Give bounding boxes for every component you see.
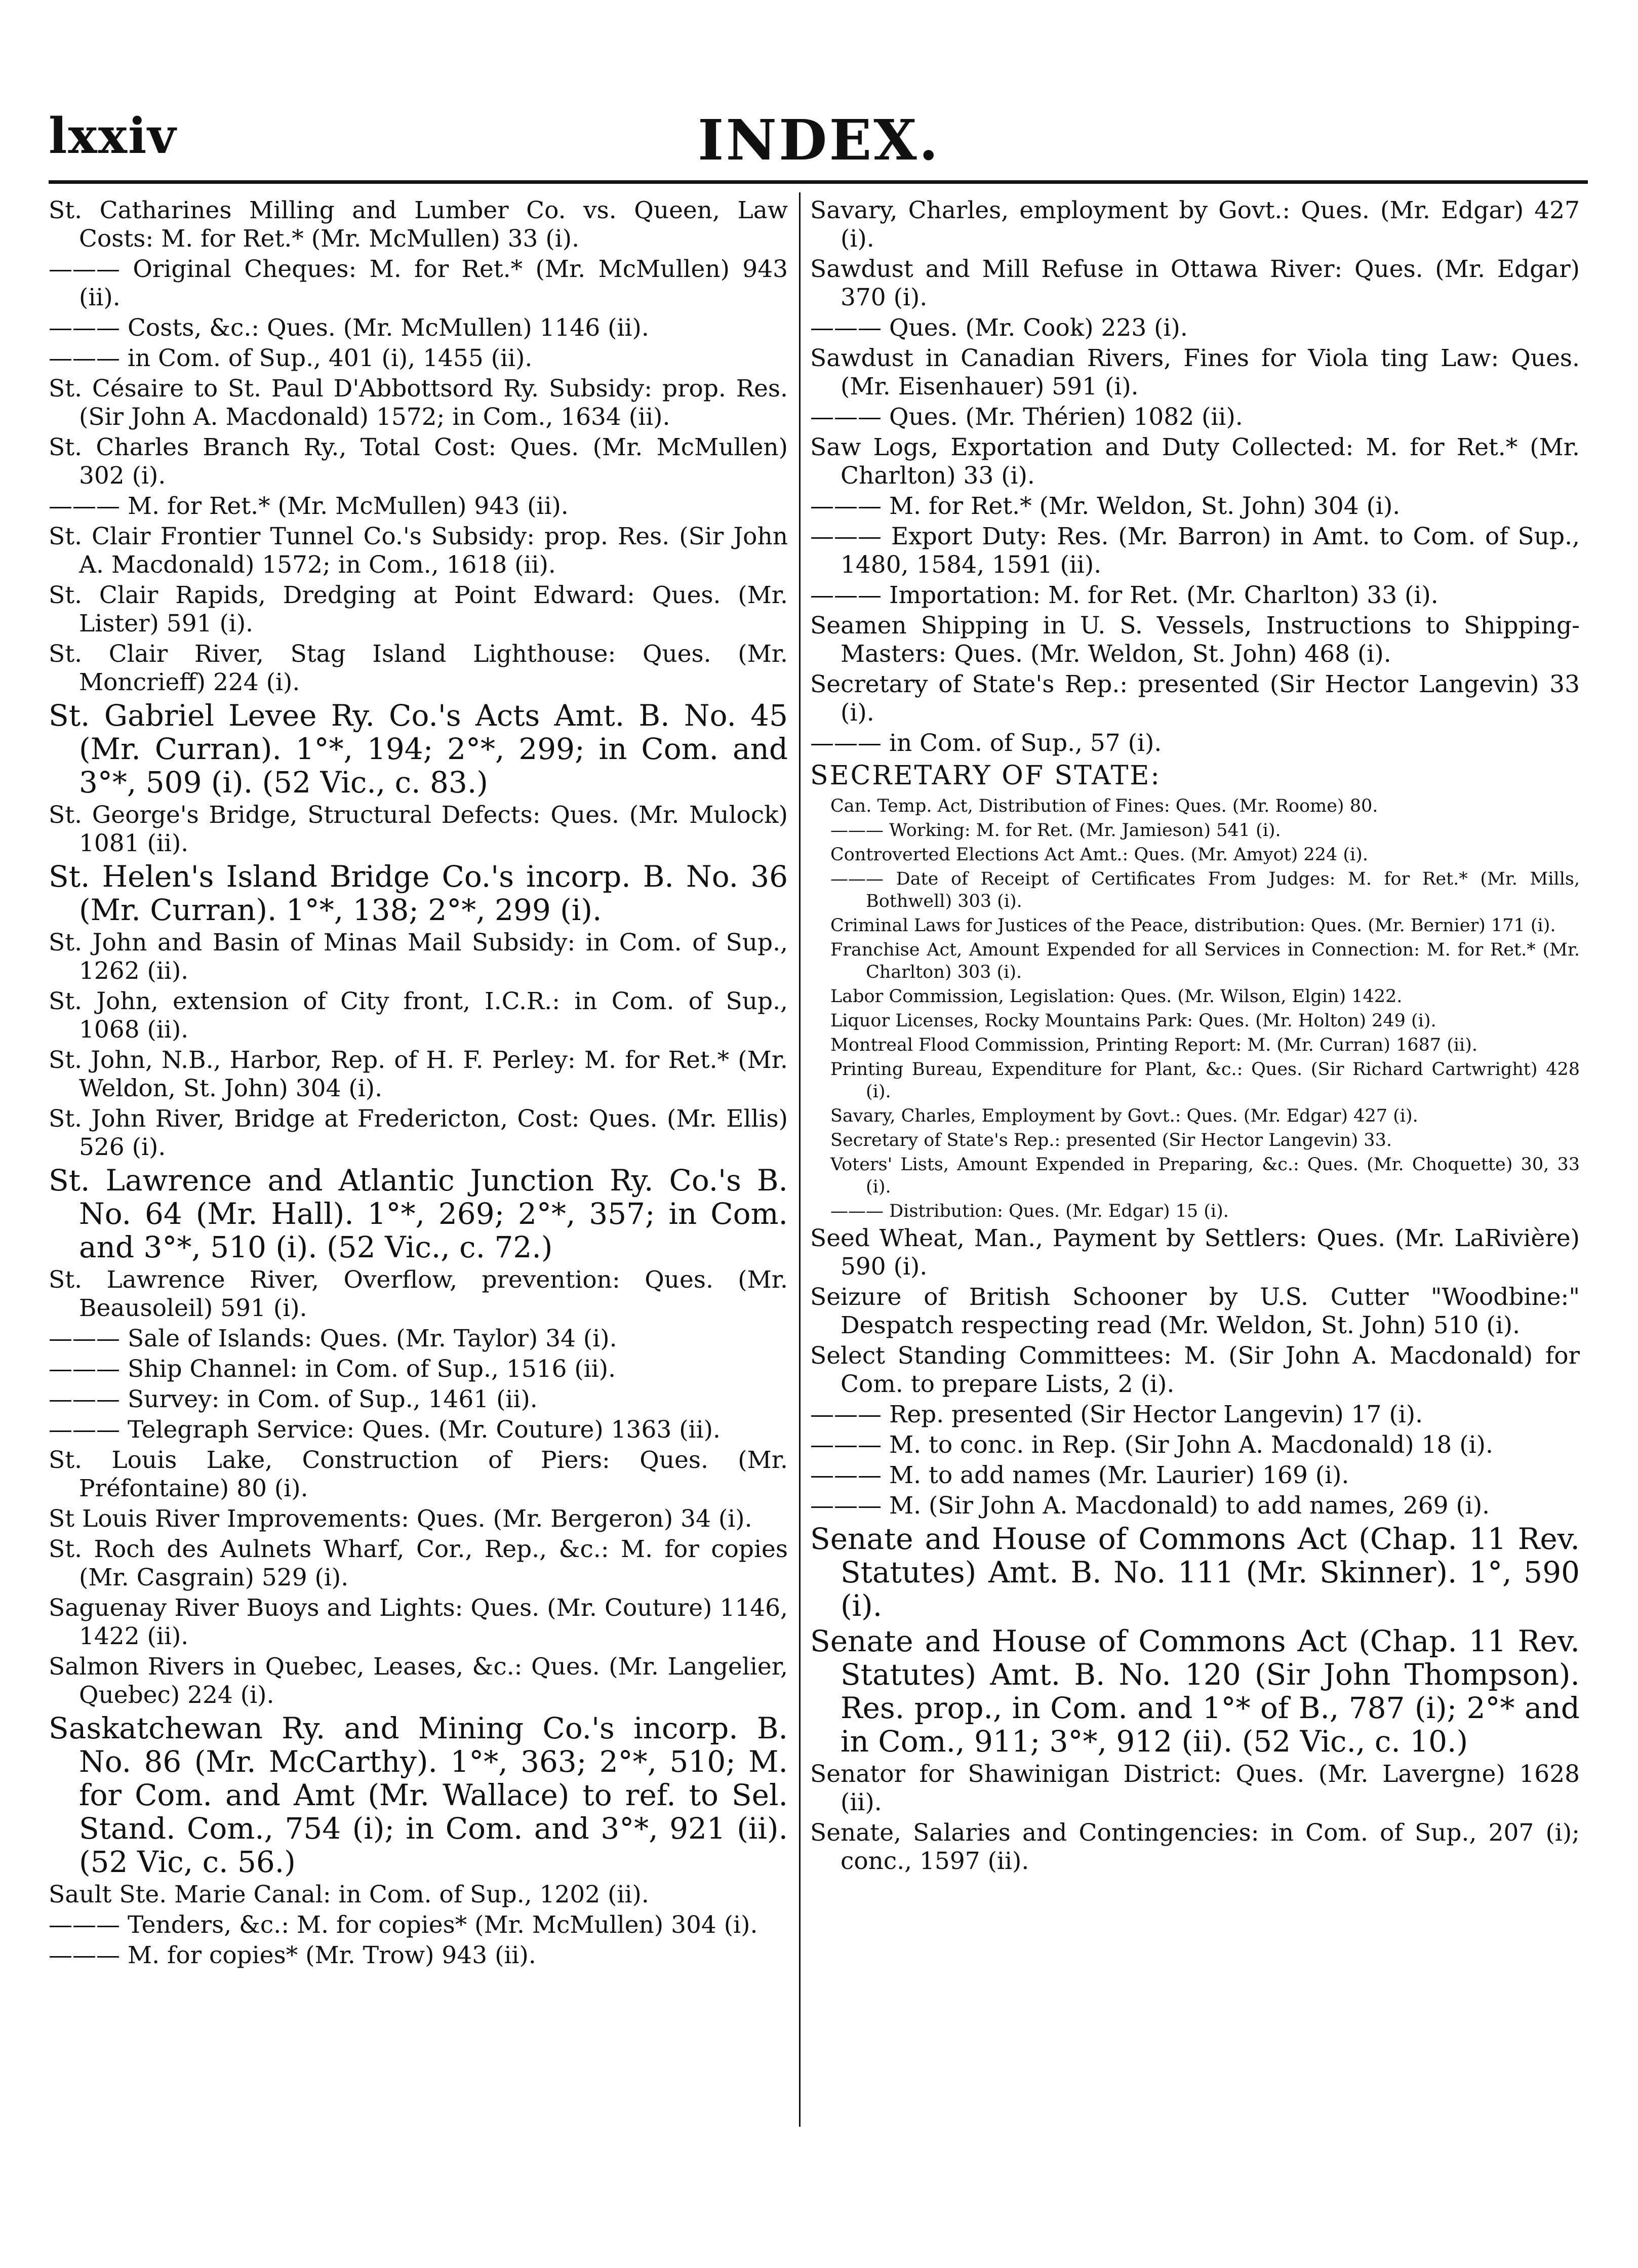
index-entry: Sawdust in Canadian Rivers, Fines for Viola ting Law: Ques. (Mr. Eisenhauer) 591 (i). <box>810 344 1580 401</box>
sub-entry: ——— Distribution: Ques. (Mr. Edgar) 15 (i). <box>830 1201 1229 1221</box>
index-entry: ——— M. for Ret.* (Mr. McMullen) 943 (ii). <box>49 492 569 520</box>
index-entry: ——— in Com. of Sup., 57 (i). <box>810 729 1162 757</box>
sub-entry: Montreal Flood Commission, Printing Report: M. (Mr. Curran) 1687 (ii). <box>830 1035 1478 1055</box>
index-entry: St. George's Bridge, Structural Defects: Ques. (Mr. Mulock) 1081 (ii). <box>49 801 788 857</box>
index-entry: ——— M. for copies* (Mr. Trow) 943 (ii). <box>49 1941 536 1969</box>
index-entry: Select Standing Committees: M. (Sir John A. Macdonald) for Com. to prepare Lists, 2 (i). <box>810 1342 1580 1398</box>
index-entry: ——— M. to conc. in Rep. (Sir John A. Macdonald) 18 (i). <box>810 1431 1493 1459</box>
index-entry: Salmon Rivers in Quebec, Leases, &c.: Ques. (Mr. Langelier, Quebec) 224 (i). <box>49 1653 788 1709</box>
index-entry: Senate, Salaries and Contingencies: in Com. of Sup., 207 (i); conc., 1597 (ii). <box>810 1819 1580 1875</box>
index-entry: St. Charles Branch Ry., Total Cost: Ques. (Mr. McMullen) 302 (i). <box>49 433 788 490</box>
index-entry: St. John River, Bridge at Fredericton, Cost: Ques. (Mr. Ellis) 526 (i). <box>49 1105 788 1161</box>
index-entry: ——— M. to add names (Mr. Laurier) 169 (i). <box>810 1461 1349 1489</box>
index-entry: Sawdust and Mill Refuse in Ottawa River: Ques. (Mr. Edgar) 370 (i). <box>810 255 1580 311</box>
column-divider <box>799 192 801 2127</box>
index-entry: Saguenay River Buoys and Lights: Ques. (Mr. Couture) 1146, 1422 (ii). <box>49 1594 788 1650</box>
index-entry: ——— Export Duty: Res. (Mr. Barron) in Amt. to Com. of Sup., 1480, 1584, 1591 (ii). <box>810 523 1580 579</box>
index-entry: ——— M. (Sir John A. Macdonald) to add names, 269 (i). <box>810 1492 1490 1520</box>
index-entry: ——— M. for Ret.* (Mr. Weldon, St. John) 304 (i). <box>810 492 1401 520</box>
index-entry: St Louis River Improvements: Ques. (Mr. Bergeron) 34 (i). <box>49 1505 752 1533</box>
bill-entry: Saskatchewan Ry. and Mining Co.'s incorp. B. No. 86 (Mr. McCarthy). 1°*, 363; 2°*, 510; M. for Com. and Amt (Mr. Wallace) to ref. to Sel. Stand. Com., 754 (i); in Com. and 3°*, 921 (ii). (52 Vic, c. 56.) <box>49 1711 788 1879</box>
index-entry: ——— in Com. of Sup., 401 (i), 1455 (ii). <box>49 344 533 372</box>
sub-entry: Criminal Laws for Justices of the Peace, distribution: Ques. (Mr. Bernier) 171 (i). <box>830 916 1556 936</box>
index-entry: St. Louis Lake, Construction of Piers: Ques. (Mr. Préfontaine) 80 (i). <box>49 1446 788 1502</box>
index-entry: Seizure of British Schooner by U.S. Cutter "Woodbine:" Despatch respecting read (Mr. Weldon, St. John) 510 (i). <box>810 1283 1580 1339</box>
sub-entry: Liquor Licenses, Rocky Mountains Park: Ques. (Mr. Holton) 249 (i). <box>830 1011 1436 1031</box>
index-entry: Secretary of State's Rep.: presented (Sir Hector Langevin) 33 (i). <box>810 670 1580 727</box>
index-entry: St. John and Basin of Minas Mail Subsidy: in Com. of Sup., 1262 (ii). <box>49 929 788 985</box>
section-heading: SECRETARY OF STATE: <box>810 761 1161 791</box>
sub-entry: ——— Date of Receipt of Certificates From Judges: M. for Ret.* (Mr. Mills, Bothwell) 303 (i). <box>830 869 1580 911</box>
index-entry: ——— Tenders, &c.: M. for copies* (Mr. McMullen) 304 (i). <box>49 1911 758 1939</box>
index-entry: St. Césaire to St. Paul D'Abbottsord Ry. Subsidy: prop. Res. (Sir John A. Macdonald) 1572; in Com., 1634 (ii). <box>49 375 788 431</box>
page-number: lxxiv <box>49 107 177 165</box>
sub-entry: Printing Bureau, Expenditure for Plant, &c.: Ques. (Sir Richard Cartwright) 428 (i). <box>830 1059 1580 1102</box>
index-entry: ——— Ques. (Mr. Cook) 223 (i). <box>810 314 1188 342</box>
index-entry: Seamen Shipping in U. S. Vessels, Instructions to Shipping-Masters: Ques. (Mr. Weldon, St. John) 468 (i). <box>810 612 1580 668</box>
index-entry: ——— Costs, &c.: Ques. (Mr. McMullen) 1146 (ii). <box>49 314 649 342</box>
left-column <box>49 196 788 1972</box>
index-entry: Sault Ste. Marie Canal: in Com. of Sup., 1202 (ii). <box>49 1881 649 1908</box>
index-entry: ——— Ship Channel: in Com. of Sup., 1516 (ii). <box>49 1355 616 1383</box>
bill-entry: Senate and House of Commons Act (Chap. 11 Rev. Statutes) Amt. B. No. 111 (Mr. Skinner). 1°, 590 (i). <box>810 1522 1580 1623</box>
index-entry: ——— Telegraph Service: Ques. (Mr. Couture) 1363 (ii). <box>49 1416 721 1444</box>
index-entry: ——— Original Cheques: M. for Ret.* (Mr. McMullen) 943 (ii). <box>49 255 788 311</box>
index-entry: St. John, extension of City front, I.C.R.: in Com. of Sup., 1068 (ii). <box>49 987 788 1044</box>
index-entry: Seed Wheat, Man., Payment by Settlers: Ques. (Mr. LaRivière) 590 (i). <box>810 1224 1580 1281</box>
sub-entry: Can. Temp. Act, Distribution of Fines: Ques. (Mr. Roome) 80. <box>830 796 1378 816</box>
index-entry: St. Clair River, Stag Island Lighthouse: Ques. (Mr. Moncrieff) 224 (i). <box>49 640 788 696</box>
sub-entry: Voters' Lists, Amount Expended in Preparing, &c.: Ques. (Mr. Choquette) 30, 33 (i). <box>830 1155 1580 1197</box>
sub-entry: ——— Working: M. for Ret. (Mr. Jamieson) 541 (i). <box>830 820 1281 841</box>
index-entry: St. Catharines Milling and Lumber Co. vs. Queen, Law Costs: M. for Ret.* (Mr. McMullen) 33 (i). <box>49 196 788 253</box>
sub-entry: Franchise Act, Amount Expended for all Services in Connection: M. for Ret.* (Mr. Charlton) 303 (i). <box>830 940 1580 982</box>
index-entry: ——— Importation: M. for Ret. (Mr. Charlton) 33 (i). <box>810 581 1439 609</box>
index-entry: St. Roch des Aulnets Wharf, Cor., Rep., &c.: M. for copies (Mr. Casgrain) 529 (i). <box>49 1535 788 1591</box>
index-entry: ——— Ques. (Mr. Thérien) 1082 (ii). <box>810 403 1243 431</box>
sub-entry: Savary, Charles, Employment by Govt.: Ques. (Mr. Edgar) 427 (i). <box>830 1106 1418 1126</box>
index-entry: St. Clair Rapids, Dredging at Point Edward: Ques. (Mr. Lister) 591 (i). <box>49 581 788 638</box>
index-entry: ——— Rep. presented (Sir Hector Langevin) 17 (i). <box>810 1401 1423 1428</box>
index-entry: ——— Survey: in Com. of Sup., 1461 (ii). <box>49 1385 538 1413</box>
page-title: INDEX. <box>698 107 940 173</box>
bill-entry: St. Gabriel Levee Ry. Co.'s Acts Amt. B. No. 45 (Mr. Curran). 1°*, 194; 2°*, 299; in Com. and 3°*, 509 (i). (52 Vic., c. 83.) <box>49 698 788 800</box>
sub-entry: Controverted Elections Act Amt.: Ques. (Mr. Amyot) 224 (i). <box>830 845 1368 865</box>
index-entry: Senator for Shawinigan District: Ques. (Mr. Lavergne) 1628 (ii). <box>810 1760 1580 1816</box>
sub-entry: Secretary of State's Rep.: presented (Sir Hector Langevin) 33. <box>830 1130 1392 1150</box>
bill-entry: Senate and House of Commons Act (Chap. 11 Rev. Statutes) Amt. B. No. 120 (Sir John Thompson). Res. prop., in Com. and 1°* of B., 787 (i); 2°* and in Com., 911; 3°*, 912 (ii). (52 Vic., c. 10.) <box>810 1624 1580 1759</box>
index-entry: St. John, N.B., Harbor, Rep. of H. F. Perley: M. for Ret.* (Mr. Weldon, St. John) 304 (i). <box>49 1046 788 1102</box>
header-rule <box>49 180 1588 184</box>
right-column <box>810 196 1580 1878</box>
index-entry: ——— Sale of Islands: Ques. (Mr. Taylor) 34 (i). <box>49 1325 617 1352</box>
bill-entry: St. Lawrence and Atlantic Junction Ry. Co.'s B. No. 64 (Mr. Hall). 1°*, 269; 2°*, 357; in Com. and 3°*, 510 (i). (52 Vic., c. 72.) <box>49 1163 788 1264</box>
index-entry: St. Clair Frontier Tunnel Co.'s Subsidy: prop. Res. (Sir John A. Macdonald) 1572; in Com., 1618 (ii). <box>49 523 788 579</box>
index-entry: Saw Logs, Exportation and Duty Collected: M. for Ret.* (Mr. Charlton) 33 (i). <box>810 433 1580 490</box>
bill-entry: St. Helen's Island Bridge Co.'s incorp. B. No. 36 (Mr. Curran). 1°*, 138; 2°*, 299 (i). <box>49 859 788 927</box>
sub-entry: Labor Commission, Legislation: Ques. (Mr. Wilson, Elgin) 1422. <box>830 986 1403 1007</box>
index-entry: Savary, Charles, employment by Govt.: Ques. (Mr. Edgar) 427 (i). <box>810 196 1580 253</box>
index-entry: St. Lawrence River, Overflow, prevention: Ques. (Mr. Beausoleil) 591 (i). <box>49 1266 788 1322</box>
